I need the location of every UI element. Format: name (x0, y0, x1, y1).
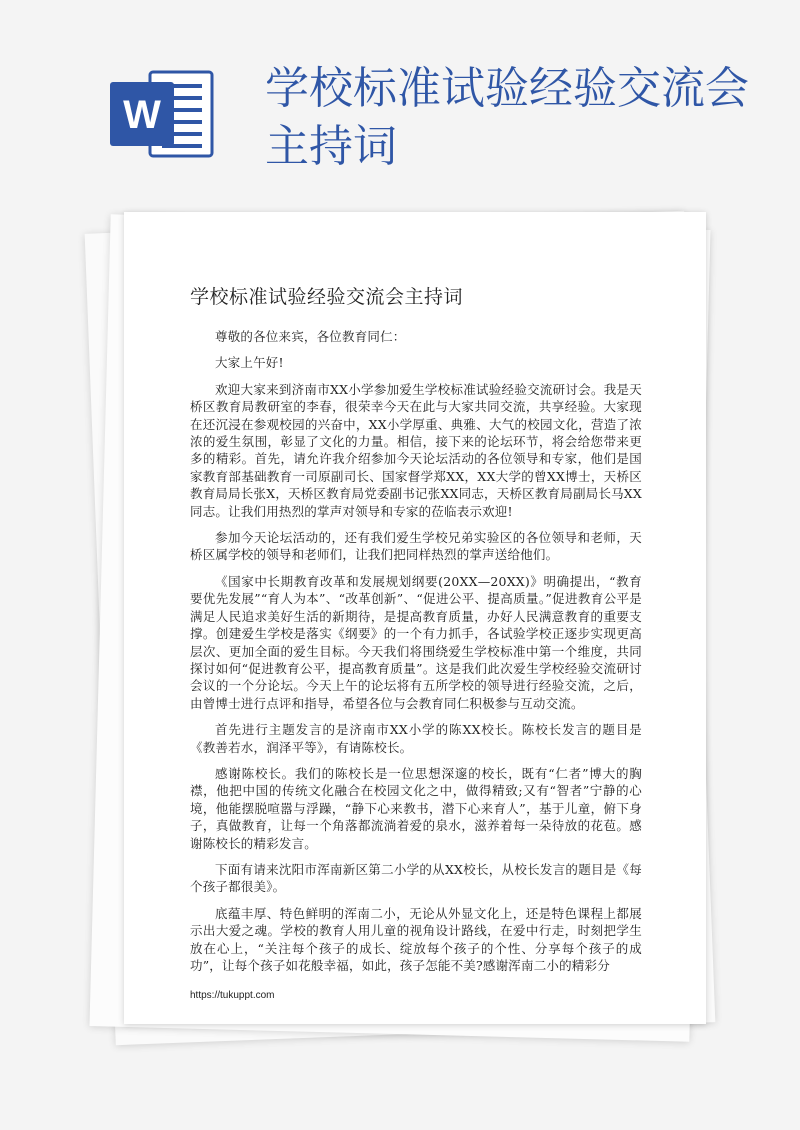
word-document-icon (110, 68, 215, 160)
page-heading: 学校标准试验经验交流会主持词 (265, 63, 749, 172)
document-page (124, 212, 706, 1024)
document-title: 学校标准试验经验交流会主持词 (190, 286, 464, 308)
paragraph: 《国家中长期教育改革和发展规划纲要(20XX—20XX)》明确提出，“教育要优先发展”“育人为本”、“改革创新”、“促进公平、提高质量。”促进教育公平是满足人民追求美好生活的新期待，是提高教育质量，办好人民满意教育的重要支撑。创建爱生学校是落实《纲要》的一个有力抓手，各试验学校正逐步实现更高层次、更加全面的爱生目标。今天我们将围绕爱生学校标准中第一个维度，共同探讨如何“促进教育公平，提高教育质量”。这是我们此次爱生学校经验交流研讨会议的一个分论坛。今天上午的论坛将有五所学校的领导进行经验交流，之后，由曾博士进行点评和指导，希望各位与会教育同仁积极参与互动交流。 (190, 573, 642, 711)
paragraph: 感谢陈校长。我们的陈校长是一位思想深邃的校长，既有“仁者”博大的胸襟，他把中国的传统文化融合在校园文化之中，做得精致;又有“智者”宁静的心境，他能摆脱喧嚣与浮躁，“静下心来教书，潜下心来育人”，基于儿童，俯下身子，真做教育，让每一个角落都流淌着爱的泉水，滋养着每一朵待放的花苞。感谢陈校长的精彩发言。 (190, 765, 642, 851)
paragraph: 底蕴丰厚、特色鲜明的浑南二小，无论从外显文化上，还是特色课程上都展示出大爱之魂。学校的教育人用儿童的视角设计路线，在爱中行走，时刻把学生放在心上，“关注每个孩子的成长、绽放每个孩子的个性、分享每个孩子的成功”，让每个孩子如花般幸福，如此，孩子怎能不美?感谢浑南二小的精彩分 (190, 905, 642, 973)
word-logo-letter: W (123, 93, 161, 137)
footer-url: https://tukuppt.com (190, 990, 275, 1001)
paragraph: 首先进行主题发言的是济南市XX小学的陈XX校长。陈校长发言的题目是《教善若水，润泽平等》，有请陈校长。 (190, 722, 642, 755)
paragraph: 欢迎大家来到济南市XX小学参加爱生学校标准试验经验交流研讨会。我是天桥区教育局教研室的李春，很荣幸今天在此与大家共同交流，共享经验。大家现在还沉浸在参观校园的兴奋中，XX小学厚重、典雅、大气的校园文化，营造了浓浓的爱生氛围，彰显了文化的力量。相信，接下来的论坛环节，将会给您带来更多的精彩。首先，请允许我介绍参加今天论坛活动的各位领导和专家，他们是国家教育部基础教育一司原副司长、国家督学郑XX，XX大学的曾XX博士，天桥区教育局局长张X，天桥区教育局党委副书记张XX同志，天桥区教育局副局长马XX同志。让我们用热烈的掌声对领导和专家的莅临表示欢迎! (190, 381, 642, 519)
header (0, 0, 800, 210)
document-body (190, 328, 642, 983)
paragraph: 大家上午好! (215, 355, 284, 371)
paragraph: 参加今天论坛活动的，还有我们爱生学校兄弟实验区的各位领导和老师，天桥区属学校的领导和老师们，让我们把同样热烈的掌声送给他们。 (190, 530, 642, 563)
paragraph: 尊敬的各位来宾，各位教育同仁： (215, 329, 406, 344)
paragraph: 下面有请来沈阳市浑南新区第二小学的从XX校长，从校长发言的题目是《每个孩子都很美》。 (190, 861, 642, 895)
